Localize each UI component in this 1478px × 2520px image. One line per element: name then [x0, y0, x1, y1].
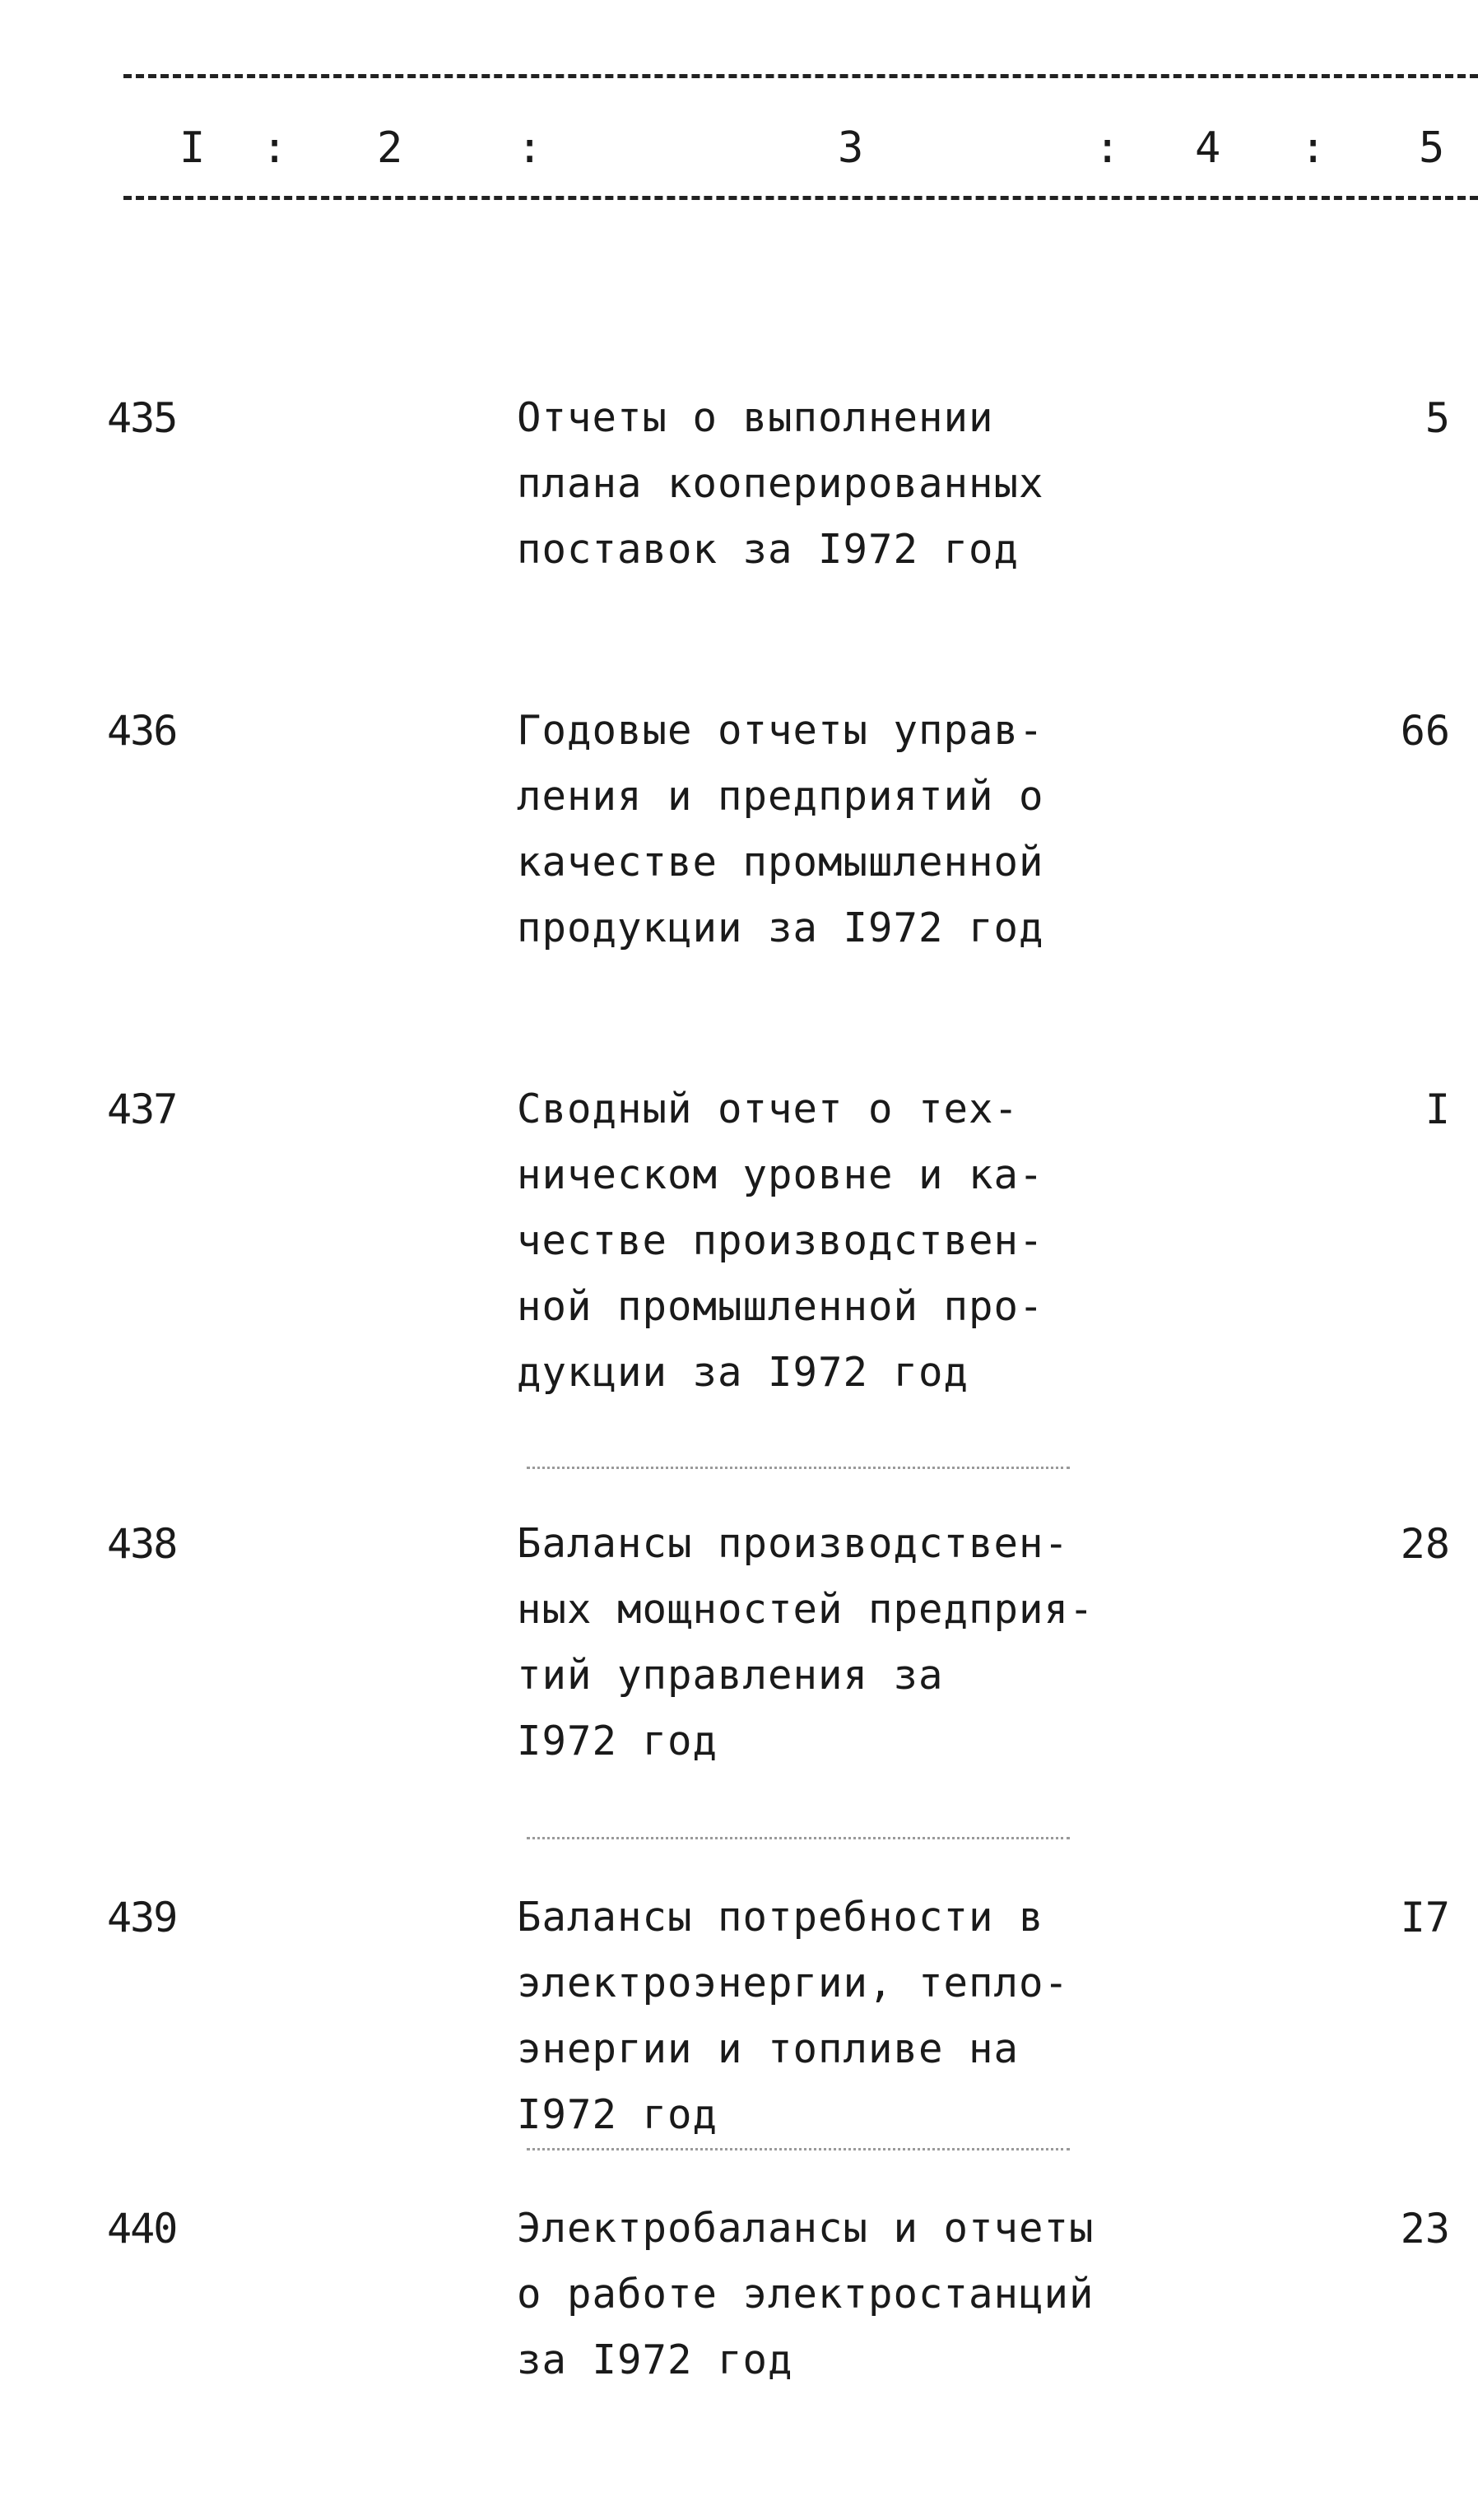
paper-speckle-line — [527, 2148, 1070, 2150]
column-number-1: I — [179, 123, 206, 173]
entry-title — [517, 1076, 1142, 1406]
column-header-row — [0, 115, 1478, 181]
entry-title-line: I972 год — [517, 1718, 718, 1764]
entry-title-line: Сводный отчет о тех- — [517, 1086, 1020, 1132]
entry-number: 440 — [107, 2205, 177, 2253]
entry-title — [517, 2196, 1142, 2393]
entry-sheet-count: 28 — [1400, 1520, 1450, 1568]
entry-title-line: тий управления за — [517, 1652, 944, 1699]
entry-title-line: за I972 год — [517, 2336, 793, 2383]
column-number-2: 2 — [377, 123, 403, 173]
entry-title-line: электроэнергии, тепло- — [517, 1960, 1070, 2006]
entry-title-line: Электробалансы и отчеты — [517, 2205, 1095, 2252]
entry-sheet-count: 5 — [1425, 394, 1450, 442]
entry-title — [517, 1885, 1142, 2148]
entry-title-line: честве производствен- — [517, 1217, 1044, 1264]
entry-number: 436 — [107, 707, 177, 755]
entry-title-line: дукции за I972 год — [517, 1349, 969, 1396]
entry-title-line: Годовые отчеты управ- — [517, 707, 1044, 754]
entry-sheet-count: 23 — [1400, 2205, 1450, 2253]
entry-number: 435 — [107, 394, 177, 442]
column-separator: : — [517, 123, 543, 173]
entry-sheet-count: I7 — [1400, 1894, 1450, 1941]
column-separator: : — [1095, 123, 1121, 173]
entry-title — [517, 698, 1142, 961]
paper-speckle-line — [527, 1467, 1070, 1469]
column-number-4: 4 — [1195, 123, 1221, 173]
entry-number: 439 — [107, 1894, 177, 1941]
entry-title-line: ной промышленной про- — [517, 1283, 1044, 1330]
header-bottom-rule — [123, 196, 1478, 200]
paper-speckle-line — [527, 1837, 1070, 1839]
entry-title-line: ления и предприятий о — [517, 773, 1044, 820]
entry-sheet-count: 66 — [1400, 707, 1450, 755]
header-top-rule — [123, 74, 1478, 78]
column-number-5: 5 — [1419, 123, 1445, 173]
entry-sheet-count: I — [1425, 1086, 1450, 1133]
entry-title-line: энергии и топливе на — [517, 2025, 1020, 2072]
entry-title-line: о работе электростанций — [517, 2271, 1095, 2318]
entry-title-line: Балансы производствен- — [517, 1520, 1070, 1567]
entry-title-line: ническом уровне и ка- — [517, 1151, 1044, 1198]
entry-title-line: I972 год — [517, 2091, 718, 2138]
entry-title — [517, 1511, 1142, 1774]
column-number-3: 3 — [838, 123, 864, 173]
column-separator: : — [262, 123, 288, 173]
entry-title-line: поставок за I972 год — [517, 526, 1020, 573]
entry-title-line: ных мощностей предприя- — [517, 1586, 1095, 1633]
entry-title-line: Балансы потребности в — [517, 1894, 1044, 1941]
entry-title-line: плана кооперированных — [517, 460, 1044, 507]
entry-number: 438 — [107, 1520, 177, 1568]
entry-title-line: Отчеты о выполнении — [517, 394, 994, 441]
entry-title-line: качестве промышленной — [517, 839, 1044, 886]
entry-number: 437 — [107, 1086, 177, 1133]
column-separator: : — [1300, 123, 1327, 173]
entry-title-line: продукции за I972 год — [517, 904, 1044, 951]
entry-title — [517, 385, 1142, 583]
